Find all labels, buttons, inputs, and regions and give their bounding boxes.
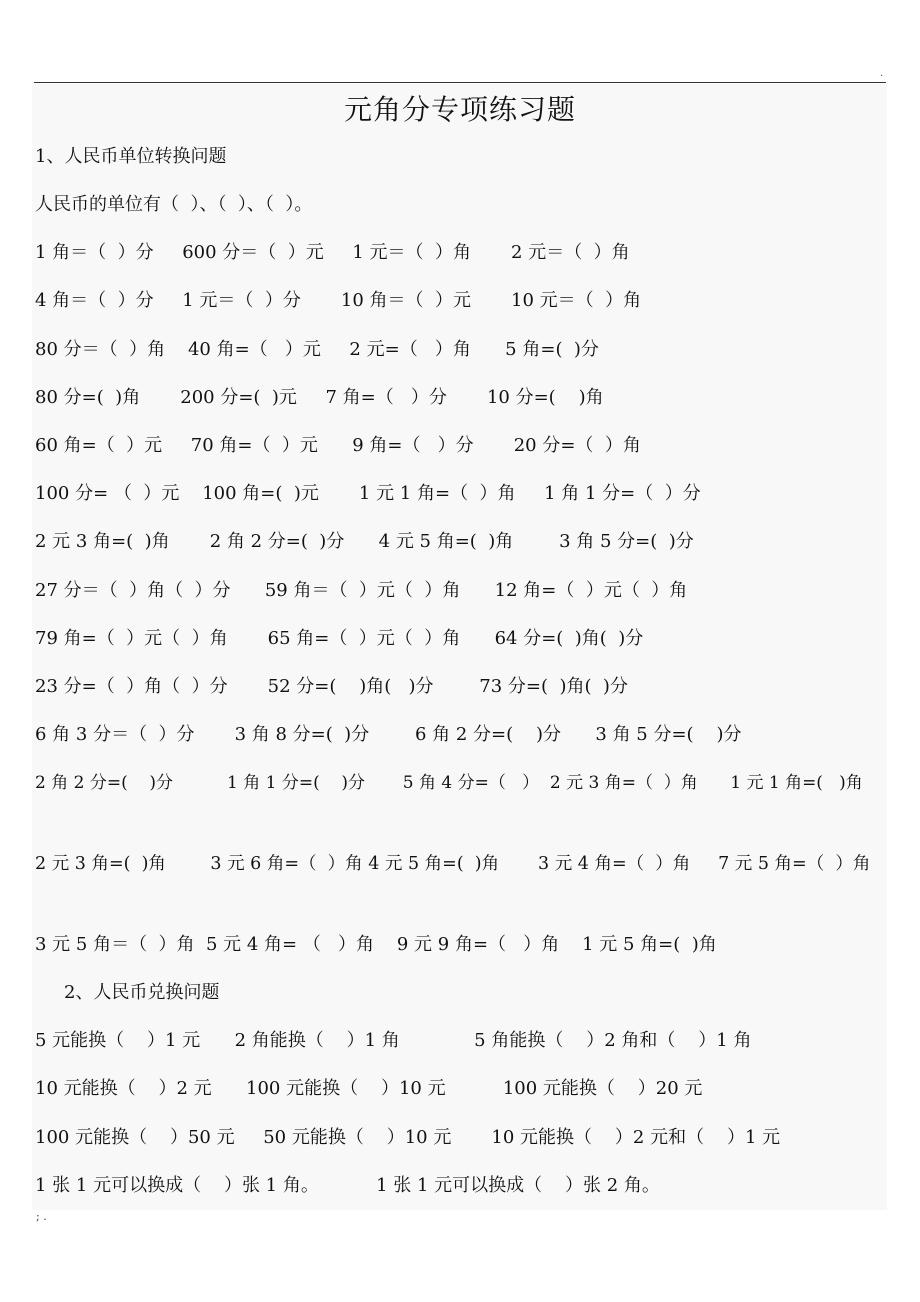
- exercise-row: 5 元能换（ ）1 元 2 角能换（ ）1 角 5 角能换（ ）2 角和（ ）1 角: [35, 1030, 752, 1051]
- exercise-row: 80 分＝（ ）角 40 角=（ ）元 2 元=（ ）角 5 角=( )分: [35, 339, 599, 360]
- exercise-row: 6 角 3 分＝（ ）分 3 角 8 分=( )分 6 角 2 分=( )分 3 角 5 分=( )分: [35, 724, 742, 745]
- header-rule: [34, 82, 886, 83]
- exercise-row: 2 元 3 角=( )角 3 元 6 角=（ ）角 4 元 5 角=( )角 3 元 4 角=（ ）角 7 元 5 角=（ ）角: [35, 854, 871, 874]
- header-mark: .: [880, 68, 884, 79]
- section-heading-exchange: 2、人民币兑换问题: [64, 982, 220, 1003]
- exercise-row: 23 分=（ ）角（ ）分 52 分=( )角( )分 73 分=( )角( )分: [35, 676, 628, 697]
- exercise-row: 2 元 3 角=( )角 2 角 2 分=( )分 4 元 5 角=( )角 3 角 5 分=( )分: [35, 531, 694, 552]
- exercise-row: 1 角＝（ ）分 600 分＝（ ）元 1 元＝（ ）角 2 元＝（ ）角: [35, 242, 630, 263]
- exercise-row: 2 角 2 分=( )分 1 角 1 分=( )分 5 角 4 分=（ ） 2 元 3 角=（ ）角 1 元 1 角=( )角: [35, 773, 863, 793]
- exercise-row: 100 分= （ ）元 100 角=( )元 1 元 1 角=（ ）角 1 角 1 分=（ ）分: [35, 483, 701, 504]
- exercise-row: 1 张 1 元可以换成（ ）张 1 角。 1 张 1 元可以换成（ ）张 2 角。: [35, 1175, 660, 1196]
- exercise-row: 3 元 5 角＝（ ）角 5 元 4 角= （ ）角 9 元 9 角=（ ）角 1 元 5 角=( )角: [35, 934, 717, 955]
- exercise-row: 27 分＝（ ）角（ ）分 59 角＝（ ）元（ ）角 12 角=（ ）元（ ）角: [35, 580, 688, 601]
- exercise-row: 4 角＝（ ）分 1 元＝（ ）分 10 角＝（ ）元 10 元＝（ ）角: [35, 290, 642, 311]
- exercise-row: 10 元能换（ ）2 元 100 元能换（ ）10 元 100 元能换（ ）20 元: [35, 1078, 703, 1099]
- footer-mark: ; .: [36, 1210, 47, 1223]
- section-heading-conversion: 1、人民币单位转换问题: [35, 146, 227, 167]
- exercise-row: 100 元能换（ ）50 元 50 元能换（ ）10 元 10 元能换（ ）2 元和（ ）1 元: [35, 1127, 781, 1148]
- exercise-row: 79 角=（ ）元（ ）角 65 角=（ ）元（ ）角 64 分=( )角( )分: [35, 628, 644, 649]
- exercise-row: 80 分=( )角 200 分=( )元 7 角=（ ）分 10 分=( )角: [35, 387, 604, 408]
- page-title: 元角分专项练习题: [343, 93, 576, 126]
- exercise-intro: 人民币的单位有（ ）、（ ）、（ ）。: [35, 194, 313, 215]
- exercise-row: 60 角=（ ）元 70 角=（ ）元 9 角=（ ）分 20 分=（ ）角: [35, 435, 641, 456]
